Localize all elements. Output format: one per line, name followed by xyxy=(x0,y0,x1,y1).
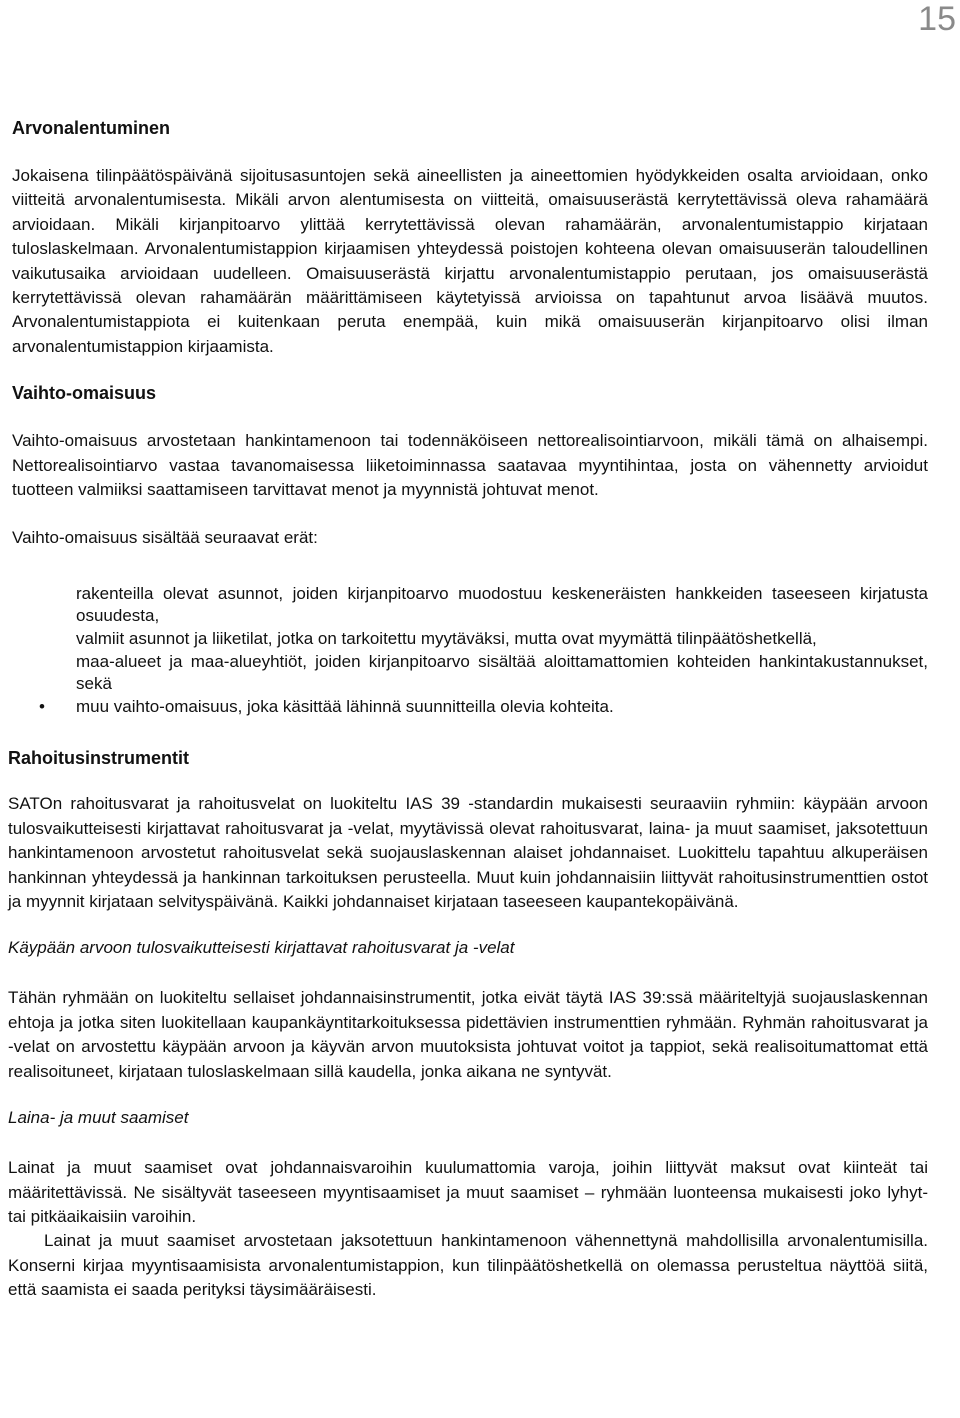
paragraph-vaihto-omaisuus-1: Vaihto-omaisuus arvostetaan hankintamenoon tai todennäköiseen nettorealisointiarvoon, mikäli tämä on alhaisempi. Nettorealisointiarvo vastaa tavanomaisessa liiketoiminnassa saatavaa myyntihintaa, josta on vähennetty arvioidut tuotteen valmiiksi saattamiseen tarvittavat menot ja myynnistä johtuvat menot. xyxy=(12,431,928,500)
paragraph-arvonalentuminen: Jokaisena tilinpäätöspäivänä sijoitusasuntojen sekä aineellisten ja aineettomien hyödykkeiden osalta arvioidaan, onko viitteitä arvonalentumisesta. Mikäli arvon alentumisesta on viitteitä, omaisuuserästä kerrytettävissä oleva rahamäärä arvioidaan. Mikäli kirjanpitoarvo ylittää kerrytettävissä olevan rahamäärän, arvonalentumistappio kirjataan tuloslaskelmaan. Arvonalentumistappion kirjaamisen yhteydessä poistojen kohteena olevan omaisuuserän taloudellinen vaikutusaika arvioidaan uudelleen. Omaisuuserästä kirjattu arvonalentumistappio perutaan, jos omaisuuserästä kerrytettävissä olevan rahamäärän määrittämiseen käytetyissä arvioissa on tapahtunut arvoa lisäävä muutos. Arvonalentumistappiota ei kuitenkaan peruta enempää, kuin mikä omaisuuserän kirjanpitoarvo olisi ilman arvonalentumistappion kirjaamista. xyxy=(12,166,928,356)
paragraph-kaypaan-arvoon: Tähän ryhmään on luokiteltu sellaiset johdannaisinstrumentit, jotka eivät täytä IAS 39:ssä määriteltyjä suojauslaskennan ehtoja ja jotka siten luokitellaan kaupankäyntitarkoituksessa pidettävien instrumenttien ryhmään. Ryhmän rahoitusvarat ja -velat on arvostettu käypään arvoon ja käyvän arvon muutoksista johtuvat voitot ja tappiot, sekä realisoitumattomat että realisoituneet, kirjataan tuloslaskelmaan sillä kaudella, jonka aikana ne syntyvät. xyxy=(8,988,928,1081)
list-item xyxy=(76,583,928,628)
list-item-text: rakenteilla olevat asunnot, joiden kirjanpitoarvo muodostuu keskeneräisten hankkeiden taseeseen kirjatusta osuudesta, xyxy=(76,583,928,626)
list-item xyxy=(39,696,928,719)
heading-rahoitusinstrumentit: Rahoitusinstrumentit xyxy=(8,748,190,769)
paragraph-laina-1: Lainat ja muut saamiset ovat johdannaisvaroihin kuulumattomia varoja, joihin liittyvät maksut ovat kiinteät tai määritettävissä. Ne sisältyvät taseeseen myyntisaamiset ja muut saamiset – ryhmään luonteensa mukaisesti joko lyhyt- tai pitkäaikaisiin varoihin. xyxy=(8,1158,928,1226)
list-item-text: muu vaihto-omaisuus, joka käsittää lähinnä suunnitteilla olevia kohteita. xyxy=(76,696,614,716)
list-item xyxy=(76,628,928,651)
list-item xyxy=(76,651,928,696)
paragraph-vaihto-omaisuus-2: Vaihto-omaisuus sisältää seuraavat erät: xyxy=(12,528,318,548)
heading-arvonalentuminen: Arvonalentuminen xyxy=(12,118,171,138)
list-item-text: valmiit asunnot ja liiketilat, jotka on tarkoitettu myytäväksi, mutta ovat myymättä tilinpäätöshetkellä, xyxy=(76,629,817,649)
subheading-laina-ja-muut-saamiset: Laina- ja muut saamiset xyxy=(8,1108,189,1128)
bullet: • xyxy=(39,696,45,716)
document-body xyxy=(8,112,928,1303)
paragraph-rahoitusinstrumentit: SATOn rahoitusvarat ja rahoitusvelat on luokiteltu IAS 39 -standardin mukaisesti seuraaviin ryhmiin: käypään arvoon tulosvaikutteisesti kirjattavat rahoitusvarat ja -velat, myytävissä olevat rahoitusvarat, laina- ja muut saamiset, jaksotettuun hankintamenoon arvostetut rahoitusvelat sekä suojauslaskennan alaiset johdannaiset. Luokittelu tapahtuu alkuperäisen hankinnan yhteydessä ja hankinnan tarkoituksen perusteella. Muut kuin johdannaisiin liittyvät rahoitusinstrumenttien ostot ja myynnit kirjataan selvityspäivänä. Kaikki johdannaiset kirjataan taseeseen kaupantekopäivänä. xyxy=(8,794,928,912)
paragraph-laina-2: Lainat ja muut saamiset arvostetaan jaksotettuun hankintamenoon vähennettynä mahdollisilla arvonalentumisilla. Konserni kirjaa myyntisaamisista arvonalentumistappion, kun tilinpäätöshetkellä on olemassa perusteltua näyttöä siitä, että saamista ei saada perityksi täysimääräisesti. xyxy=(8,1231,928,1300)
heading-vaihto-omaisuus: Vaihto-omaisuus xyxy=(12,383,157,404)
vaihto-omaisuus-list xyxy=(12,583,928,719)
page-number: 15 xyxy=(918,0,956,38)
list-item-text: maa-alueet ja maa-alueyhtiöt, joiden kirjanpitoarvo sisältää aloittamattomien kohteiden hankintakustannukset, sekä xyxy=(76,651,928,694)
subheading-kaypaan-arvoon: Käypään arvoon tulosvaikutteisesti kirjattavat rahoitusvarat ja -velat xyxy=(8,938,515,958)
